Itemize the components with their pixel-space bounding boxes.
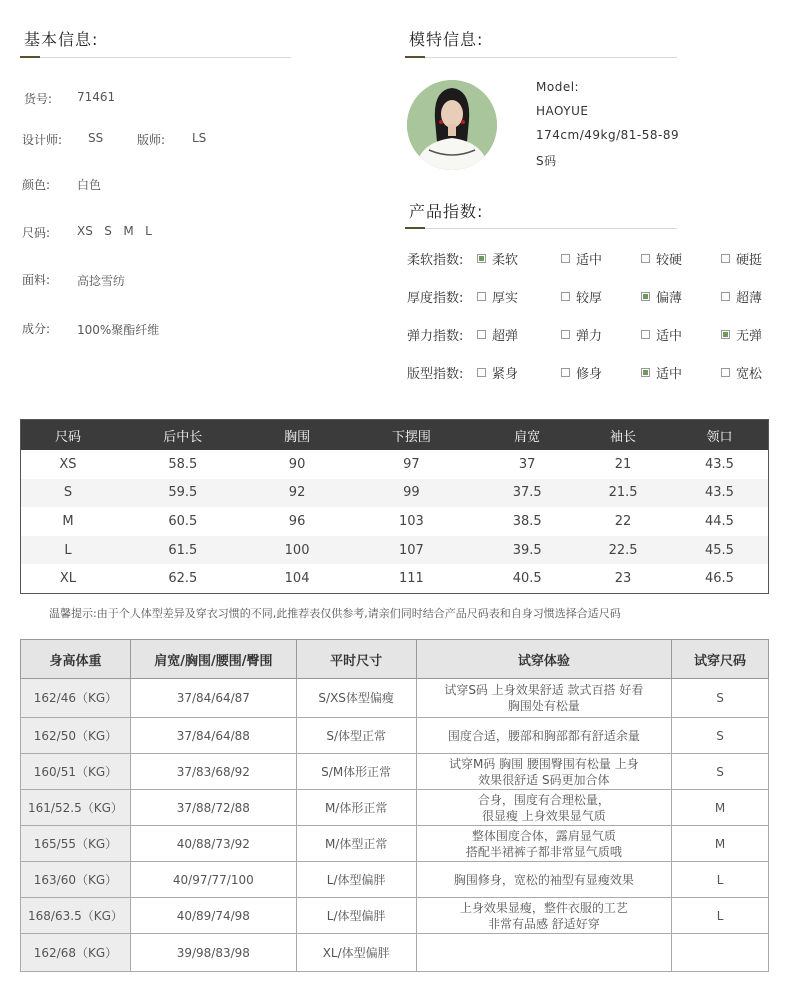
fit-table-cell: S	[672, 679, 769, 718]
table-row	[21, 718, 769, 754]
fit-table-cell	[416, 934, 672, 972]
index-row-label: 版型指数:	[407, 367, 464, 382]
index-option	[477, 287, 518, 306]
fit-table-cell: 161/52.5（KG）	[21, 790, 131, 826]
fit-table-cell: 39/98/83/98	[130, 934, 296, 972]
fit-table-cell: 胸围修身，宽松的袖型有显瘦效果	[416, 862, 672, 898]
index-option	[641, 325, 682, 344]
checked-box-icon	[641, 368, 650, 377]
fit-table-cell: S/M体形正常	[296, 754, 416, 790]
size-table-header: 下摆围	[343, 420, 479, 451]
fabric-label: 面料:	[22, 273, 51, 287]
fit-table-cell: L/体型偏胖	[296, 862, 416, 898]
table-row	[21, 679, 769, 718]
unchecked-box-icon	[561, 254, 570, 263]
fit-table-cell: 37/84/64/88	[130, 718, 296, 754]
unchecked-box-icon	[477, 292, 486, 301]
size-table-cell: 22	[614, 513, 632, 529]
unchecked-box-icon	[561, 292, 570, 301]
checked-box-icon	[721, 330, 730, 339]
fit-table-cell: 165/55（KG）	[21, 826, 131, 862]
table-row	[21, 564, 769, 593]
size-table-cell: 90	[288, 456, 306, 472]
designer-label: 设计师:	[22, 133, 63, 147]
index-option-label: 无弹	[736, 329, 763, 344]
product-index-divider	[405, 228, 677, 229]
tip-note: 温馨提示:由于个人体型差异及穿衣习惯的不同,此推荐表仅供参考,请亲们同时结合产品尺码表和自身习惯选择合适尺码	[49, 607, 621, 620]
size-table-header: 肩宽	[479, 420, 575, 451]
fit-table-cell: 162/50（KG）	[21, 718, 131, 754]
size-table-cell: 61.5	[115, 536, 251, 565]
model-info-divider	[405, 57, 677, 58]
size-table-cell: 99	[343, 479, 479, 508]
unchecked-box-icon	[561, 368, 570, 377]
size-table-cell: 39.5	[479, 536, 575, 565]
size-table-cell: 58.5	[168, 456, 198, 472]
fit-table-cell: 40/97/77/100	[130, 862, 296, 898]
index-option-label: 紧身	[492, 367, 519, 382]
fit-table-cell: L/体型偏胖	[296, 898, 416, 934]
size-table-cell: 59.5	[115, 479, 251, 508]
size-table-cell: 38.5	[512, 513, 542, 529]
table-row	[21, 862, 769, 898]
unchecked-box-icon	[561, 330, 570, 339]
fabric-value: 高捻雪纺	[77, 274, 126, 288]
size-table-header: 袖长	[575, 420, 671, 451]
product-index-title: 产品指数:	[409, 202, 484, 221]
item-no-label: 货号:	[24, 92, 53, 106]
index-option-label: 宽松	[736, 367, 763, 382]
fit-table	[20, 639, 769, 972]
size-table-header: 后中长	[115, 420, 251, 451]
index-option	[721, 325, 762, 344]
fit-table-header: 试穿尺码	[672, 640, 769, 679]
size-table-cell: 96	[288, 513, 306, 529]
table-row	[21, 898, 769, 934]
size-table-cell: 43.5	[671, 479, 769, 508]
table-row	[21, 450, 769, 479]
table-row	[21, 479, 769, 508]
model-info-title: 模特信息:	[409, 30, 484, 49]
size-table-cell: 104	[284, 571, 310, 587]
fit-table-cell: 37/88/72/88	[130, 790, 296, 826]
basic-info-divider	[20, 57, 291, 58]
size-table-header: 领口	[671, 420, 769, 451]
fit-table-cell: S	[672, 754, 769, 790]
unchecked-box-icon	[477, 330, 486, 339]
index-option-label: 硬挺	[736, 253, 763, 268]
size-table-cell: 37	[518, 456, 536, 472]
fit-table-cell: 168/63.5（KG）	[21, 898, 131, 934]
index-option-label: 修身	[576, 367, 603, 382]
fit-table-header: 肩宽/胸围/腰围/臀围	[130, 640, 296, 679]
fit-table-cell: 163/60（KG）	[21, 862, 131, 898]
size-table-cell: 21	[614, 456, 632, 472]
size-table-header: 尺码	[21, 420, 115, 451]
fit-table-cell: S	[672, 718, 769, 754]
size-table-cell: 92	[251, 479, 344, 508]
model-size: S码	[536, 154, 557, 168]
size-table-cell: 45.5	[671, 536, 769, 565]
unchecked-box-icon	[477, 368, 486, 377]
table-row	[21, 826, 769, 862]
index-option	[477, 363, 518, 382]
item-no-value: 71461	[77, 90, 116, 104]
fit-table-cell: 试穿M码 胸围 腰围臀围有松量 上身 效果很舒适 S码更加合体	[416, 754, 672, 790]
size-table-cell: 22.5	[575, 536, 671, 565]
unchecked-box-icon	[641, 330, 650, 339]
fit-table-cell: 围度合适，腰部和胸部都有舒适余量	[416, 718, 672, 754]
index-option	[721, 249, 762, 268]
fit-table-cell: M	[672, 790, 769, 826]
fit-table-cell: 40/89/74/98	[130, 898, 296, 934]
fit-table-cell: 合身，围度有合理松量， 很显瘦 上身效果显气质	[416, 790, 672, 826]
fit-table-cell: 37/84/64/87	[130, 679, 296, 718]
fit-table-header: 身高体重	[21, 640, 131, 679]
table-row	[21, 790, 769, 826]
fit-table-cell: 37/83/68/92	[130, 754, 296, 790]
index-option-label: 较硬	[656, 253, 683, 268]
size-table-cell: 37.5	[479, 479, 575, 508]
fit-table-cell: 162/68（KG）	[21, 934, 131, 972]
size-table-cell: 107	[343, 536, 479, 565]
composition-value: 100%聚酯纤维	[77, 323, 160, 337]
index-option-label: 适中	[656, 367, 683, 382]
fit-table-cell: L	[672, 862, 769, 898]
index-option	[721, 287, 762, 306]
table-row	[21, 754, 769, 790]
fit-table-cell: S/体型正常	[296, 718, 416, 754]
size-table-cell: 62.5	[168, 571, 198, 587]
fit-table-cell: XL/体型偏胖	[296, 934, 416, 972]
table-row	[21, 934, 769, 972]
index-option	[641, 363, 682, 382]
index-option	[561, 325, 602, 344]
size-table-cell: 97	[403, 456, 420, 472]
checked-box-icon	[641, 292, 650, 301]
fit-table-cell: M/体形正常	[296, 790, 416, 826]
color-label: 颜色:	[22, 178, 51, 192]
designer-value: SS	[88, 131, 104, 145]
size-table-cell: 46.5	[705, 571, 734, 587]
fit-table-cell: 试穿S码 上身效果舒适 款式百搭 好看 胸围处有松量	[416, 679, 672, 718]
size-table-cell: 103	[398, 513, 424, 529]
size-table	[20, 419, 769, 594]
unchecked-box-icon	[721, 254, 730, 263]
size-label: 尺码:	[22, 226, 51, 240]
unchecked-box-icon	[721, 368, 730, 377]
size-table-cell: M	[62, 513, 74, 529]
unchecked-box-icon	[641, 254, 650, 263]
fit-table-cell: L	[672, 898, 769, 934]
index-option	[561, 249, 602, 268]
size-table-cell: XS	[59, 456, 77, 472]
index-option	[641, 287, 682, 306]
index-option-label: 适中	[656, 329, 683, 344]
size-table-cell: 60.5	[168, 513, 198, 529]
size-value: XS S M L	[77, 224, 152, 238]
color-value: 白色	[77, 178, 102, 192]
size-table-cell: XL	[59, 571, 77, 587]
size-table-cell: 111	[398, 571, 424, 587]
index-option	[561, 287, 602, 306]
model-name: HAOYUE	[536, 104, 589, 118]
index-option	[641, 249, 682, 268]
index-option-label: 柔软	[492, 253, 519, 268]
fit-table-cell: 整体围度合体，露肩显气质 搭配半裙裤子都非常显气质哦	[416, 826, 672, 862]
index-option-label: 较厚	[576, 291, 603, 306]
index-option	[477, 325, 518, 344]
index-option-label: 超弹	[492, 329, 519, 344]
size-table-cell: L	[21, 536, 115, 565]
index-option-label: 超薄	[736, 291, 763, 306]
basic-info-title: 基本信息:	[24, 30, 99, 49]
checked-box-icon	[477, 254, 486, 263]
index-option-label: 弹力	[576, 329, 603, 344]
fit-table-header: 试穿体验	[416, 640, 672, 679]
fit-table-cell: 160/51（KG）	[21, 754, 131, 790]
index-option	[477, 249, 518, 268]
size-table-cell: 40.5	[512, 571, 542, 587]
model-avatar	[407, 80, 497, 170]
index-option	[561, 363, 602, 382]
index-row-label: 厚度指数:	[407, 291, 464, 306]
fit-table-header: 平时尺寸	[296, 640, 416, 679]
table-row	[21, 507, 769, 536]
fit-table-cell: 162/46（KG）	[21, 679, 131, 718]
fit-table-cell	[672, 934, 769, 972]
unchecked-box-icon	[721, 292, 730, 301]
index-option-label: 适中	[576, 253, 603, 268]
pattern-maker-label: 版师:	[137, 133, 166, 147]
size-table-cell: 43.5	[705, 456, 734, 472]
model-measurements: 174cm/49kg/81-58-89	[536, 128, 680, 142]
size-table-cell: 44.5	[705, 513, 734, 529]
size-table-cell: S	[21, 479, 115, 508]
index-option-label: 偏薄	[656, 291, 683, 306]
size-table-cell: 21.5	[575, 479, 671, 508]
size-table-header: 胸围	[251, 420, 344, 451]
fit-table-cell: S/XS体型偏瘦	[296, 679, 416, 718]
size-table-cell: 23	[614, 571, 632, 587]
model-label: Model:	[536, 80, 580, 94]
index-option-label: 厚实	[492, 291, 519, 306]
fit-table-cell: M/体型正常	[296, 826, 416, 862]
fit-table-cell: 上身效果显瘦，整件衣服的工艺 非常有品感 舒适好穿	[416, 898, 672, 934]
fit-table-cell: M	[672, 826, 769, 862]
index-option	[721, 363, 762, 382]
pattern-maker-value: LS	[192, 131, 207, 145]
index-row-label: 柔软指数:	[407, 253, 464, 268]
table-row	[21, 536, 769, 565]
size-table-cell: 100	[251, 536, 344, 565]
composition-label: 成分:	[22, 322, 51, 336]
index-row-label: 弹力指数:	[407, 329, 464, 344]
fit-table-cell: 40/88/73/92	[130, 826, 296, 862]
